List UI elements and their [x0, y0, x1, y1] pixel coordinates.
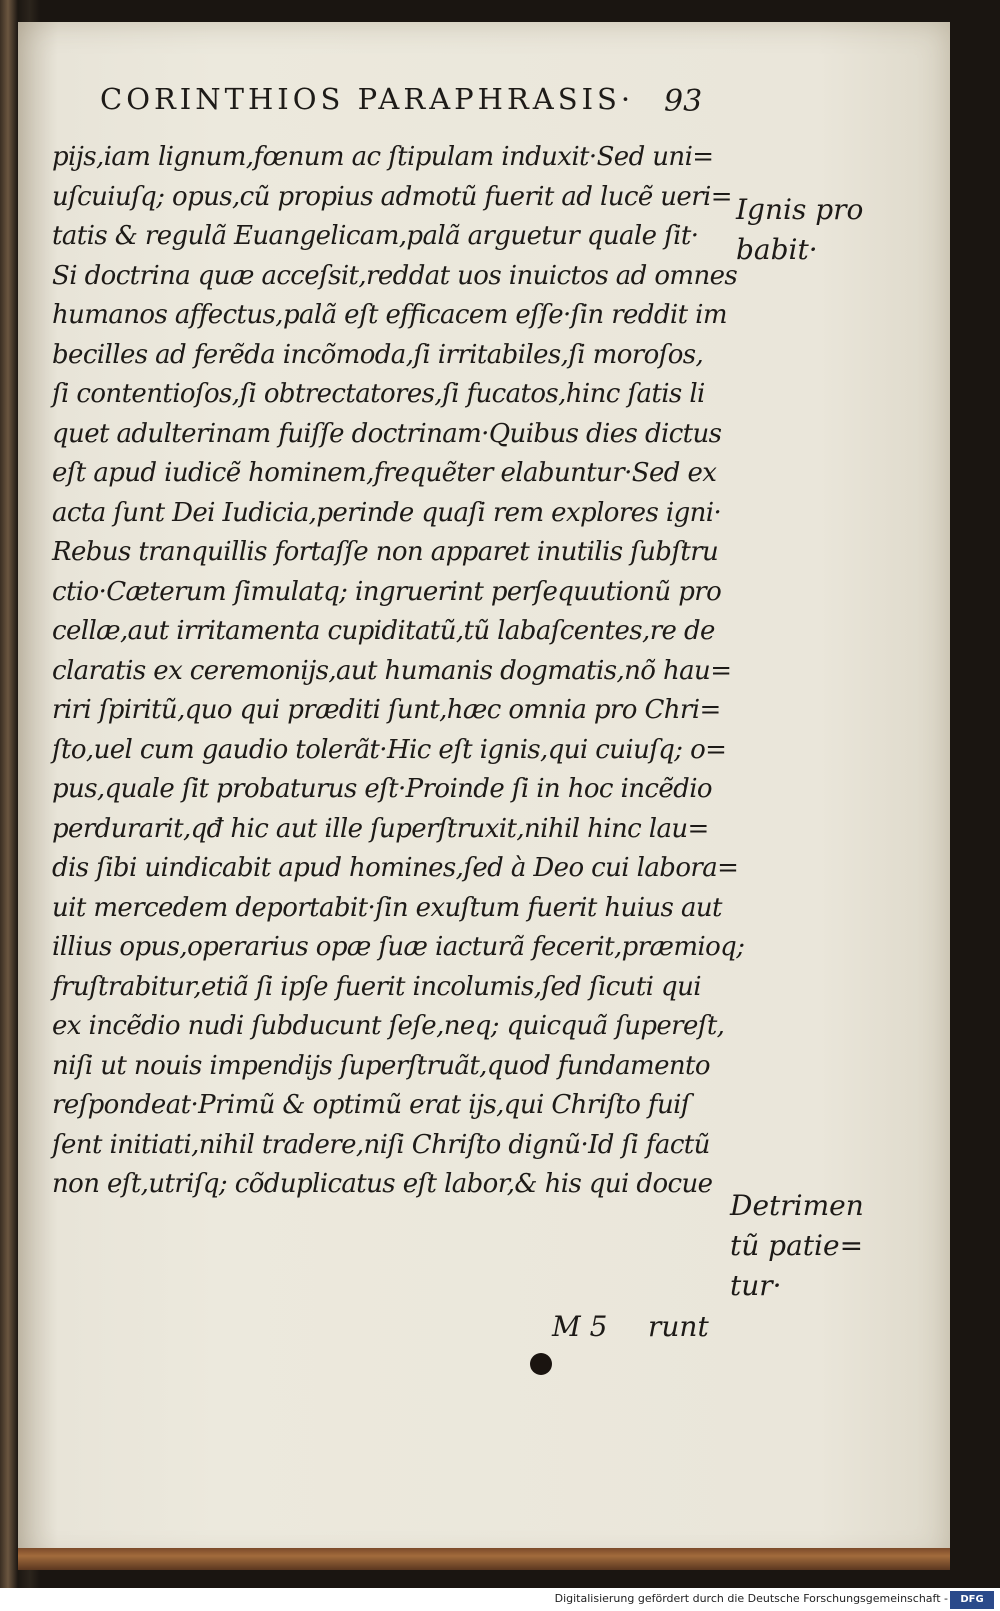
text-line: uit mercedem deportabit·ſin exuſtum fuerit huius aut: [52, 892, 722, 923]
text-line: reſpondeat·Primũ & optimũ erat ijs,qui Chriſto fuiſ: [52, 1090, 690, 1120]
marginal-note-line: babit·: [736, 233, 818, 266]
text-line: Rebus tranquillis fortaſſe non apparet inutilis ſubſtru: [52, 537, 719, 567]
text-line: riri ſpiritũ,quo qui præditi ſunt,hæc omnia pro Chri=: [52, 695, 721, 725]
text-line: acta ſunt Dei Iudicia,perinde quaſi rem explores igni·: [52, 497, 722, 528]
text-line: becilles ad ferẽda incõmoda,ſi irritabiles,ſi moroſos,: [52, 339, 704, 370]
signature-mark: M 5: [552, 1310, 608, 1343]
text-line: perdurarit,qđ hic aut ille ſuperſtruxit,nihil hinc lau=: [52, 813, 709, 844]
running-title: CORINTHIOS PARAPHRASIS·: [100, 82, 635, 116]
dfg-logo: DFG: [950, 1591, 994, 1609]
text-line: humanos affectus,palã eſt efficacem eſſe·ſin reddit im: [52, 300, 727, 330]
text-line: illius opus,operarius opæ ſuæ iacturã fecerit,præmioq;: [52, 932, 745, 962]
text-line: tatis & regulã Euangelicam,palã arguetur quale ſit·: [52, 221, 699, 251]
text-line: ſent initiati,nihil tradere,niſi Chriſto dignũ·Id ſi factũ: [52, 1129, 710, 1160]
text-line: ſto,uel cum gaudio tolerãt·Hic eſt ignis,qui cuiuſq; o=: [52, 734, 727, 765]
text-line: pus,quale ſit probaturus eſt·Proinde ſi in hoc incẽdio: [52, 774, 712, 804]
marginal-note-line: Ignis pro: [736, 193, 864, 226]
text-line: dis ſibi uindicabit apud homines,ſed à Deo cui labora=: [52, 853, 739, 883]
funding-credit: Digitalisierung gefördert durch die Deutsche Forschungsgemeinschaft -: [554, 1592, 948, 1605]
marginal-note-ignis: [736, 190, 863, 270]
marginal-note-line: tur·: [730, 1269, 782, 1302]
text-line: niſi ut nouis impendijs ſuperſtruãt,quod fundamento: [52, 1050, 710, 1081]
text-line: ctio·Cæterum ſimulatq; ingruerint perſequutionũ pro: [52, 576, 722, 607]
text-line: Si doctrina quæ acceſsit,reddat uos inuictos ad omnes: [52, 260, 738, 291]
ink-blot: [530, 1353, 552, 1375]
text-line: fruſtrabitur,etiã ſi ipſe fuerit incolumis,ſed ſicuti qui: [52, 971, 701, 1002]
marginal-note-line: Detrimen: [730, 1189, 864, 1222]
footer-bar: [0, 1588, 1000, 1611]
marginal-note-line: tũ patie=: [730, 1229, 864, 1262]
text-line: claratis ex ceremonijs,aut humanis dogmatis,nõ hau=: [52, 655, 732, 686]
text-line: pijs,iam lignum,fœnum ac ſtipulam induxit·Sed uni=: [52, 142, 714, 172]
body-text: [52, 138, 745, 1205]
text-line: ſi contentioſos,ſi obtrectatores,ſi fucatos,hinc ſatis li: [52, 379, 705, 409]
text-line: cellæ,aut irritamenta cupiditatũ,tũ labaſcentes,re de: [52, 616, 715, 646]
text-line: ex incẽdio nudi ſubducunt ſeſe,neq; quicquã ſupereſt,: [52, 1011, 725, 1041]
marginal-note-detrimentum: [730, 1186, 864, 1306]
page-bottom-edge: [18, 1548, 950, 1570]
text-line: non eſt,utriſq; cõduplicatus eſt labor,& his qui docue: [52, 1169, 713, 1199]
text-line: quet adulterinam fuiſſe doctrinam·Quibus dies dictus: [52, 418, 722, 449]
catchword: runt: [648, 1310, 709, 1343]
text-line: uſcuiuſq; opus,cũ propius admotũ fuerit ad lucẽ ueri=: [52, 181, 732, 212]
page-number: 93: [664, 84, 703, 119]
text-line: eſt apud iudicẽ hominem,frequẽter elabuntur·Sed ex: [52, 458, 717, 488]
